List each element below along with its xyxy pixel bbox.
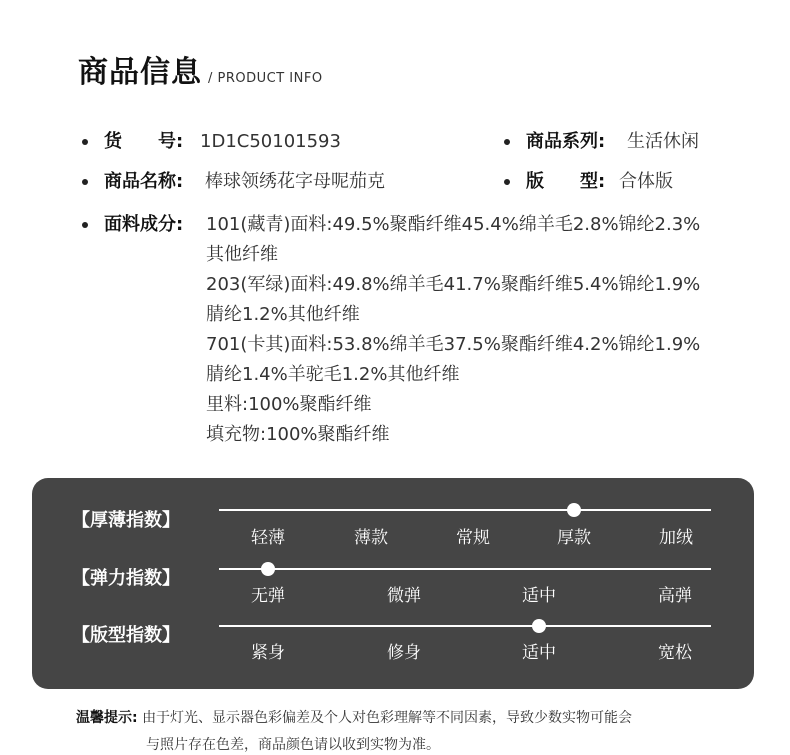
fabric-line: 腈纶1.4%羊驼毛1.2%其他纤维 [206, 364, 460, 385]
elasticity-option: 微弹 [387, 586, 421, 606]
thickness-option: 常规 [456, 528, 490, 548]
thickness-option: 薄款 [354, 528, 388, 548]
fit-option: 修身 [387, 643, 421, 663]
bullet-icon [504, 139, 510, 145]
fit-option: 紧身 [251, 643, 285, 663]
fabric-line: 101(藏青)面料:49.5%聚酯纤维45.4%绵羊毛2.8%锦纶2.3% [206, 214, 701, 235]
fabric-composition [206, 210, 700, 450]
series-label: 商品系列: [526, 131, 606, 152]
thickness-option: 厚款 [557, 528, 591, 548]
elasticity-option: 适中 [522, 586, 556, 606]
title-cn: 商品信息 [78, 55, 202, 90]
name-value: 棒球领绣花字母呢茄克 [205, 171, 385, 192]
tip-label: 温馨提示: [76, 710, 138, 726]
fabric-line: 其他纤维 [206, 244, 278, 265]
index-panel [32, 478, 754, 689]
fit-value: 合体版 [619, 171, 673, 192]
fabric-label: 面料成分: [104, 214, 184, 235]
fabric-line: 里料:100%聚酯纤维 [206, 394, 372, 415]
bullet-icon [82, 139, 88, 145]
fabric-line: 填充物:100%聚酯纤维 [206, 424, 390, 445]
elasticity-option: 无弹 [251, 586, 285, 606]
thickness-index-label: 【厚薄指数】 [72, 510, 180, 531]
fabric-line: 203(军绿)面料:49.8%绵羊毛41.7%聚酯纤维5.4%锦纶1.9% [206, 274, 701, 295]
thickness-option: 加绒 [659, 528, 693, 548]
elasticity-index-label: 【弹力指数】 [72, 568, 180, 589]
series-value: 生活休闲 [627, 131, 699, 152]
fabric-line: 腈纶1.2%其他纤维 [206, 304, 360, 325]
fit-index-label: 【版型指数】 [72, 625, 180, 646]
bullet-icon [504, 179, 510, 185]
thickness-scale-line [219, 509, 711, 511]
fit-option: 宽松 [658, 643, 692, 663]
thickness-option: 轻薄 [251, 528, 285, 548]
tip-line-2 [146, 735, 440, 755]
bullet-icon [82, 179, 88, 185]
elasticity-indicator-dot [261, 562, 275, 576]
page-title [78, 47, 323, 91]
thickness-indicator-dot [567, 503, 581, 517]
tip-text-1: 由于灯光、显示器色彩偏差及个人对色彩理解等不同因素，导致少数实物可能会 [142, 710, 633, 726]
elasticity-option: 高弹 [658, 586, 692, 606]
bullet-icon [82, 222, 88, 228]
fit-label: 版 型: [526, 171, 606, 192]
sku-label: 货 号: [104, 131, 184, 152]
fit-option: 适中 [522, 643, 556, 663]
title-en: / PRODUCT INFO [208, 71, 323, 86]
fabric-line: 701(卡其)面料:53.8%绵羊毛37.5%聚酯纤维4.2%锦纶1.9% [206, 334, 701, 355]
elasticity-scale-line [219, 568, 711, 570]
fit-indicator-dot [532, 619, 546, 633]
tip-text-2: 与照片存在色差，商品颜色请以收到实物为准。 [146, 737, 440, 753]
fit-scale-line [219, 625, 711, 627]
sku-value: 1D1C50101593 [200, 131, 341, 152]
tip-line-1 [76, 708, 632, 728]
name-label: 商品名称: [104, 171, 184, 192]
